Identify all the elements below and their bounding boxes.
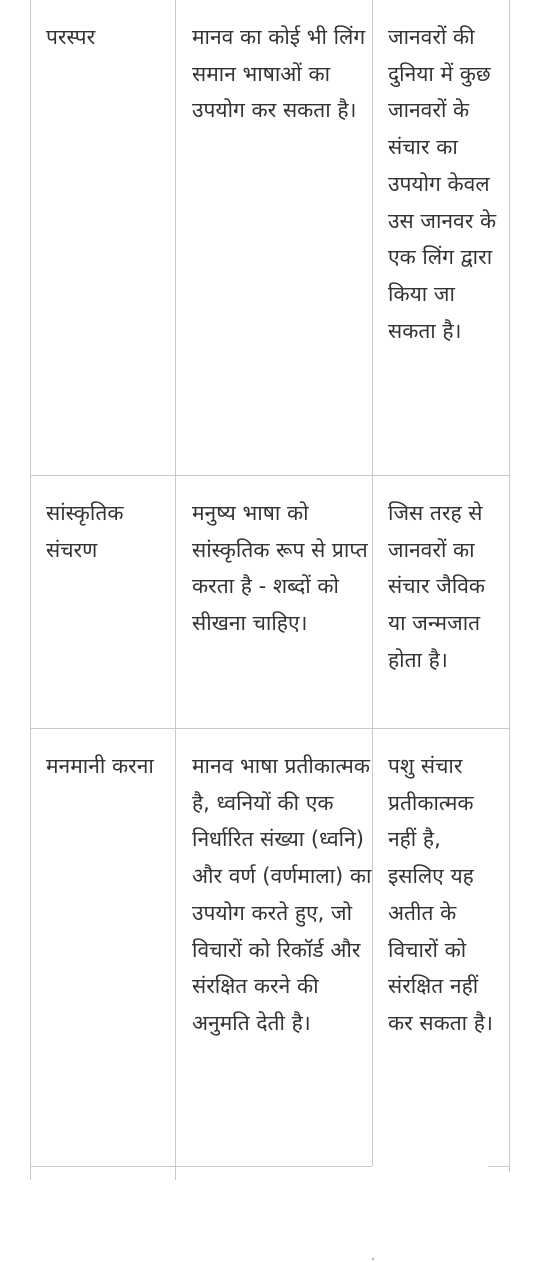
animal-communication-cell: जिस तरह से जानवरों का संचार जैविक या जन्मजात होता है।: [388, 501, 486, 672]
animal-communication-cell: जानवरों की दुनिया में कुछ जानवरों के संचार का उपयोग केवल उस जानवर के एक लिंग द्वारा किया जा सकता है।: [388, 25, 497, 343]
feature-cell: सांस्कृतिक संचरण: [46, 501, 124, 562]
table-row: [30, 476, 510, 729]
table-bottom-border: [30, 1166, 372, 1167]
scroll-dot: [372, 1258, 374, 1260]
feature-cell: मनमानी करना: [46, 754, 154, 778]
comparison-table: [30, 0, 510, 1169]
human-language-cell: मानव भाषा प्रतीकात्मक है, ध्वनियों की एक निर्धारित संख्या (ध्वनि) और वर्ण (वर्णमाला) का उपयोग करते हुए, जो विचारों को रिकॉर्ड और संरक्षित करने की अनुमति देती है।: [192, 754, 372, 1035]
human-language-cell: मनुष्य भाषा को सांस्कृतिक रूप से प्राप्त करता है - शब्दों को सीखना चाहिए।: [192, 501, 368, 636]
feature-cell: परस्पर: [46, 25, 96, 49]
table-row: [30, 0, 510, 476]
table-row: [30, 729, 510, 1169]
human-language-cell: मानव का कोई भी लिंग समान भाषाओं का उपयोग कर सकता है।: [192, 25, 366, 123]
animal-communication-cell: पशु संचार प्रतीकात्मक नहीं है, इसलिए यह अतीत के विचारों को संरक्षित नहीं कर सकता है।: [388, 754, 493, 1035]
table-bottom-border-right: [488, 1166, 510, 1167]
